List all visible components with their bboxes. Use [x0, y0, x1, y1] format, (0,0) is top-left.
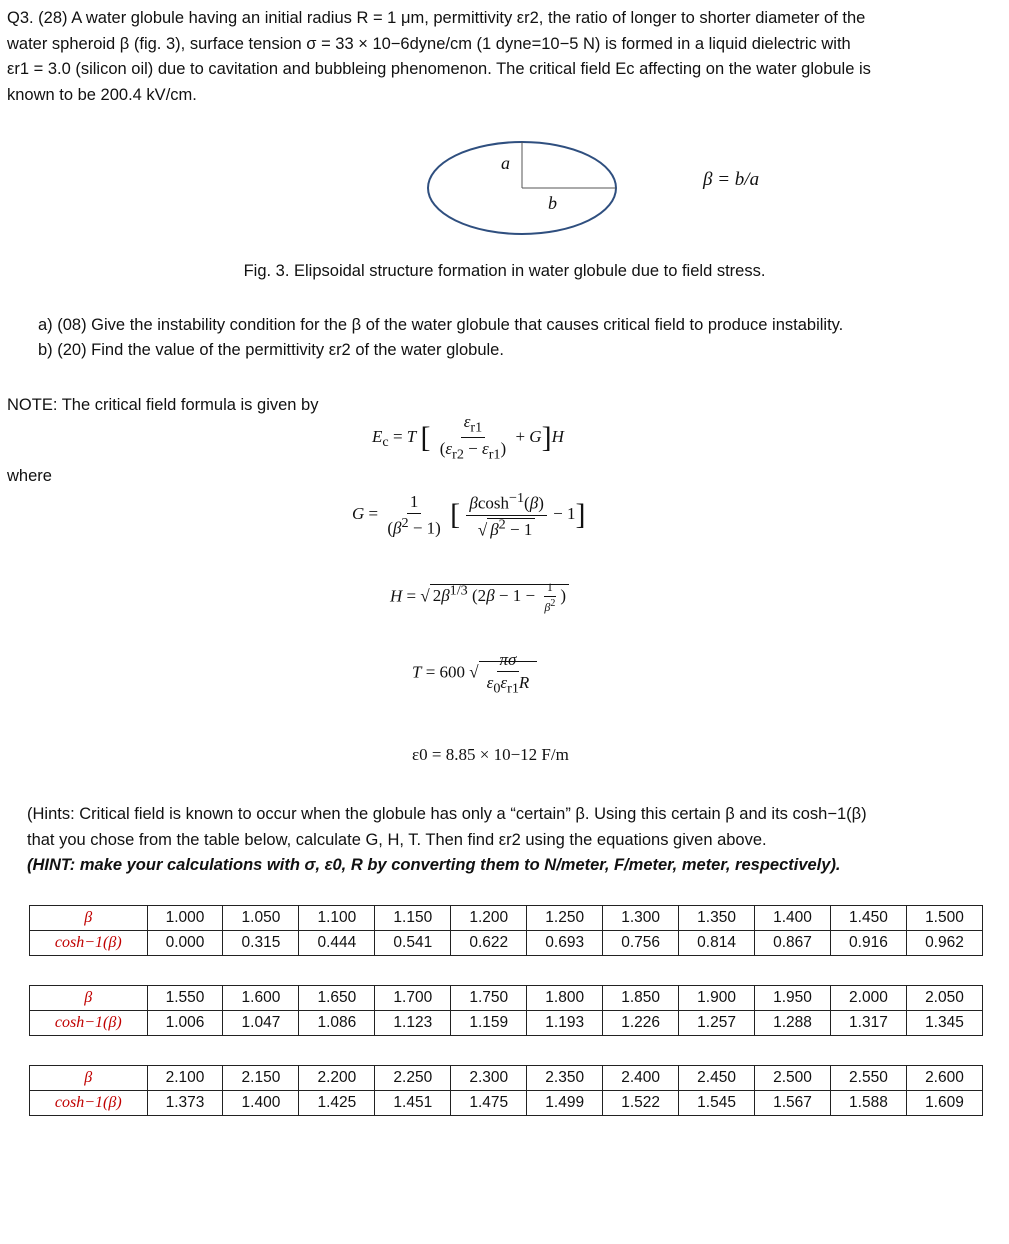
- table-cell: 1.545: [679, 1091, 755, 1116]
- question-line-4: known to be 200.4 kV/cm.: [7, 85, 197, 104]
- figure-label-b: b: [548, 193, 557, 213]
- table-cell: 1.475: [451, 1091, 527, 1116]
- part-b: b) (20) Find the value of the permittivity εr2 of the water globule.: [38, 341, 504, 359]
- row-label-cosh: cosh−1(β): [30, 1091, 148, 1116]
- row-label-beta: β: [30, 986, 148, 1011]
- table-cell: 2.550: [830, 1066, 906, 1091]
- table-cell: 1.451: [375, 1091, 451, 1116]
- hint-line-2: that you chose from the table below, calculate G, H, T. Then find εr2 using the equations given above.: [27, 830, 767, 849]
- table-cell: 1.300: [603, 906, 679, 931]
- table-cell: 2.400: [603, 1066, 679, 1091]
- table-cell: 2.350: [527, 1066, 603, 1091]
- ellipse-figure: [420, 135, 620, 245]
- question-line-3: εr1 = 3.0 (silicon oil) due to cavitation and bubbleing phenomenon. The critical field Ec affecting on the water globule is: [7, 60, 871, 78]
- table-cell: 2.250: [375, 1066, 451, 1091]
- table-cell: 1.123: [375, 1011, 451, 1036]
- table-cell: 1.257: [679, 1011, 755, 1036]
- eq-g: G = $\frac{1}{(\beta^2 - 1)}$ [ $\frac{\beta\cosh^{-1}(\beta)}{√ \beta^2 - 1}$ − 1]: [352, 490, 586, 540]
- table-cell: 1.047: [223, 1011, 299, 1036]
- table-cell: 1.000: [147, 906, 223, 931]
- table-cell: 1.086: [299, 1011, 375, 1036]
- table-cell: 0.541: [375, 931, 451, 956]
- table-cell: 0.444: [299, 931, 375, 956]
- table-row-cosh: [30, 931, 983, 956]
- question-line-1: Q3. (28) A water globule having an initial radius R = 1 μm, permittivity εr2, the ratio of longer to shorter diameter of the: [7, 9, 866, 27]
- table-cell: 1.150: [375, 906, 451, 931]
- table-cell: 1.609: [906, 1091, 982, 1116]
- table-cell: 0.916: [830, 931, 906, 956]
- table-cell: 1.373: [147, 1091, 223, 1116]
- table-cell: 1.250: [527, 906, 603, 931]
- table-cell: 1.350: [679, 906, 755, 931]
- eq-t: T = 600 √ $\frac{\pi\sigma}{\varepsilon_0\varepsilon_{r1}R}$: [412, 650, 537, 697]
- table-cell: 1.450: [830, 906, 906, 931]
- table-cell: 2.150: [223, 1066, 299, 1091]
- table-cell: 1.588: [830, 1091, 906, 1116]
- table-row-beta: [30, 1066, 983, 1091]
- table-row-beta: [30, 986, 983, 1011]
- table-cell: 1.317: [830, 1011, 906, 1036]
- table-cell: 1.288: [755, 1011, 831, 1036]
- question-line-2: water spheroid β (fig. 3), surface tension σ = 33 × 10−6dyne/cm (1 dyne=10−5 N) is formed in a liquid dielectric with: [7, 34, 851, 53]
- table-cell: 2.500: [755, 1066, 831, 1091]
- row-label-beta: β: [30, 1066, 148, 1091]
- table-cell: 0.622: [451, 931, 527, 956]
- hints: [27, 802, 987, 879]
- table-cell: 1.850: [603, 986, 679, 1011]
- table-cell: 0.693: [527, 931, 603, 956]
- part-a: a) (08) Give the instability condition for the β of the water globule that causes critical field to produce instability.: [38, 316, 844, 334]
- table-cell: 1.425: [299, 1091, 375, 1116]
- table-cell: 1.193: [527, 1011, 603, 1036]
- table-row-cosh: [30, 1011, 983, 1036]
- figure-label-a: a: [501, 153, 510, 173]
- where-text: where: [7, 467, 52, 485]
- table-cell: 1.550: [147, 986, 223, 1011]
- table-cell: 1.567: [755, 1091, 831, 1116]
- table-row-cosh: [30, 1091, 983, 1116]
- table-cell: 2.200: [299, 1066, 375, 1091]
- eq-epsilon0: ε0 = 8.85 × 10−12 F/m: [412, 745, 569, 764]
- table-cell: 2.000: [830, 986, 906, 1011]
- table-cell: 1.345: [906, 1011, 982, 1036]
- table-cell: 1.400: [755, 906, 831, 931]
- cosh-table-2: [29, 985, 983, 1036]
- table-cell: 1.700: [375, 986, 451, 1011]
- hint-line-1: (Hints: Critical field is known to occur when the globule has only a “certain” β. Using this certain β and its cosh−1(β): [27, 805, 867, 823]
- figure-caption: Fig. 3. Elipsoidal structure formation in water globule due to field stress.: [243, 262, 766, 280]
- table-cell: 0.962: [906, 931, 982, 956]
- eq-h: H = √ $2\beta^{1/3}$ (2β − 1 − $\frac{1}{\beta^2}$ ): [390, 580, 569, 615]
- question-text: [7, 6, 997, 108]
- table-cell: 1.800: [527, 986, 603, 1011]
- table-cell: 2.050: [906, 986, 982, 1011]
- cosh-table-3: [29, 1065, 983, 1116]
- table-cell: 1.500: [906, 906, 982, 931]
- table-cell: 2.450: [679, 1066, 755, 1091]
- table-cell: 1.200: [451, 906, 527, 931]
- row-label-beta: β: [30, 906, 148, 931]
- table-cell: 2.600: [906, 1066, 982, 1091]
- cosh-table-1: [29, 905, 983, 956]
- table-cell: 1.100: [299, 906, 375, 931]
- table-cell: 0.814: [679, 931, 755, 956]
- table-cell: 1.750: [451, 986, 527, 1011]
- table-cell: 1.159: [451, 1011, 527, 1036]
- table-cell: 1.522: [603, 1091, 679, 1116]
- hint-line-3: (HINT: make your calculations with σ, ε0, R by converting them to N/meter, F/meter, meter, respectively).: [27, 856, 841, 874]
- eq-critical-field: $E_c = T$ [ $\frac{\varepsilon_{r1}}{(\varepsilon_{r2} - \varepsilon_{r1})}$ + G]H: [372, 412, 564, 463]
- table-cell: 2.100: [147, 1066, 223, 1091]
- table-cell: 1.400: [223, 1091, 299, 1116]
- table-cell: 0.315: [223, 931, 299, 956]
- table-cell: 1.900: [679, 986, 755, 1011]
- table-cell: 0.867: [755, 931, 831, 956]
- table-cell: 0.756: [603, 931, 679, 956]
- table-cell: 2.300: [451, 1066, 527, 1091]
- table-cell: 1.226: [603, 1011, 679, 1036]
- table-cell: 1.950: [755, 986, 831, 1011]
- table-cell: 1.650: [299, 986, 375, 1011]
- row-label-cosh: cosh−1(β): [30, 1011, 148, 1036]
- note-text: NOTE: The critical field formula is given by: [7, 396, 319, 414]
- table-cell: 1.050: [223, 906, 299, 931]
- table-cell: 1.499: [527, 1091, 603, 1116]
- table-row-beta: [30, 906, 983, 931]
- table-cell: 1.006: [147, 1011, 223, 1036]
- table-cell: 0.000: [147, 931, 223, 956]
- table-cell: 1.600: [223, 986, 299, 1011]
- beta-definition: β = b/a: [703, 169, 760, 190]
- row-label-cosh: cosh−1(β): [30, 931, 148, 956]
